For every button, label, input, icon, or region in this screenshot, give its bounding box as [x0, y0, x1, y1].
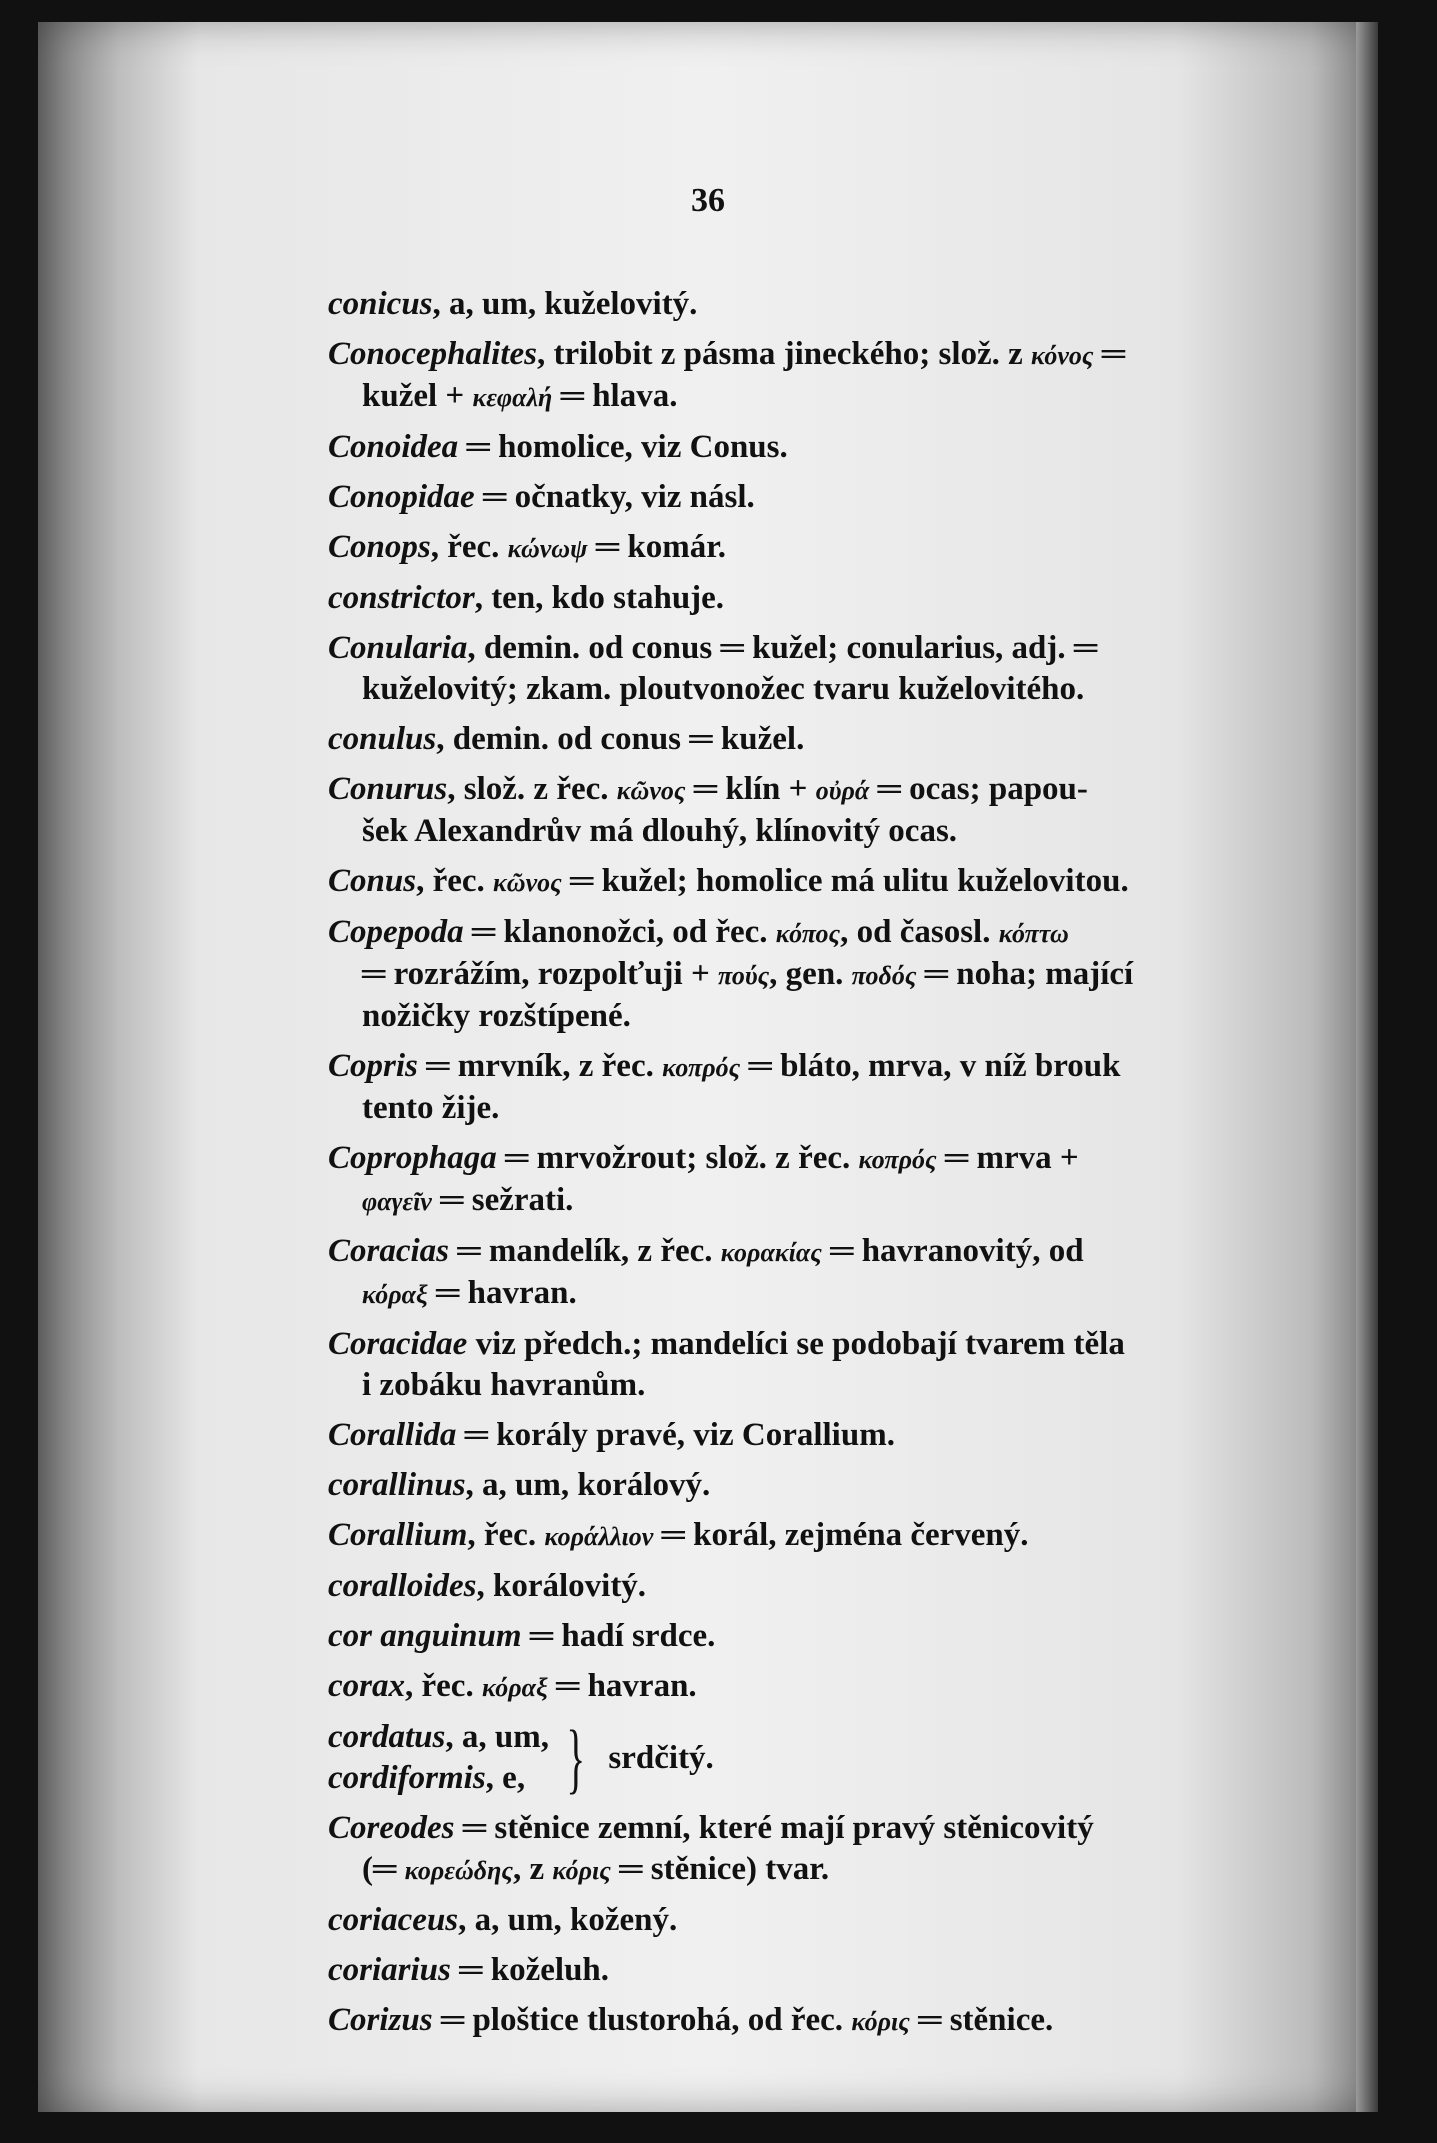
entry-term: coriarius — [328, 1952, 451, 1988]
entry: Conopidae ═ očnatky, viz násl. — [328, 479, 755, 515]
entry: coriaceus, a, um, kožený. — [328, 1902, 678, 1938]
entry-term: Conoidea — [328, 429, 459, 465]
entry-term: Conus — [328, 863, 417, 899]
entry: cor anguinum ═ hadí srdce. — [328, 1618, 716, 1654]
entry: conulus, demin. od conus ═ kužel. — [328, 721, 805, 757]
entry: Copepoda ═ klanonožci, od řec. κόπος, od časosl. κόπτω ═ rozrážím, rozpolťuji + πούς, gen. ποδός ═ noha; mající nožičky rozštípené. — [328, 914, 1134, 1034]
entry-term: coralloides — [328, 1568, 477, 1604]
entry: coralloides, korálovitý. — [328, 1568, 647, 1604]
entry: Coracias ═ mandelík, z řec. κορακίας ═ havranovitý, od κόραξ ═ havran. — [328, 1233, 1084, 1311]
entry: Conus, řec. κῶνος ═ kužel; homolice má ulitu kuželovitou. — [328, 863, 1129, 899]
entry-term: Conocephalites — [328, 336, 538, 372]
entry: coriarius ═ koželuh. — [328, 1952, 610, 1988]
book-page — [38, 22, 1378, 2112]
entry-term: Conurus — [328, 771, 448, 807]
entry-term: conulus — [328, 721, 437, 757]
page-edge — [1356, 22, 1378, 2112]
entry: Coprophaga ═ mrvožrout; slož. z řec. κοπρός ═ mrva + φαγεῖν ═ sežrati. — [328, 1140, 1079, 1218]
entry: Conoidea ═ homolice, viz Conus. — [328, 429, 788, 465]
entry: corax, řec. κόραξ ═ havran. — [328, 1668, 697, 1704]
entry-term: Coprophaga — [328, 1140, 497, 1176]
entry: Corizus ═ ploštice tlustorohá, od řec. κόρις ═ stěnice. — [328, 2002, 1054, 2038]
dictionary-entries — [328, 284, 1338, 2051]
entry: Coreodes ═ stěnice zemní, které mají pravý stěnicovitý (═ κορεώδης, z κόρις ═ stěnice) tvar. — [328, 1810, 1094, 1887]
brace-entry: cordatus, a, um, cordiformis, e, } srdčitý. — [328, 1714, 714, 1801]
entry-term: Coracidae — [328, 1326, 468, 1362]
entry: Corallium, řec. κοράλλιον ═ korál, zejména červený. — [328, 1517, 1029, 1553]
entry-term: constrictor — [328, 580, 475, 616]
entry-term: Corizus — [328, 2002, 433, 2038]
entry-term: Coracias — [328, 1233, 450, 1269]
entry-term: corax — [328, 1668, 405, 1704]
entry-term: Corallida — [328, 1417, 457, 1453]
entry: Corallida ═ korály pravé, viz Corallium. — [328, 1417, 895, 1453]
entry: conicus, a, um, kuželovitý. — [328, 286, 698, 322]
entry-term: cordiformis — [328, 1760, 486, 1796]
entry-term: coriaceus — [328, 1902, 459, 1938]
curly-brace: } — [566, 1714, 586, 1801]
entry: Conurus, slož. z řec. κῶνος ═ klín + οὐρά ═ ocas; papou- šek Alexandrův má dlouhý, klínovitý ocas. — [328, 771, 1088, 849]
entry-term: Corallium — [328, 1517, 468, 1553]
entry-term: Conops — [328, 529, 431, 565]
entry-term: Coreodes — [328, 1810, 455, 1846]
entry: corallinus, a, um, korálový. — [328, 1467, 711, 1503]
entry: Conularia, demin. od conus ═ kužel; conularius, adj. ═ kuželovitý; zkam. ploutvonožec tvaru kuželovitého. — [328, 630, 1098, 707]
page-number: 36 — [691, 182, 725, 219]
entry: constrictor, ten, kdo stahuje. — [328, 580, 725, 616]
entry-term: cordatus — [328, 1719, 446, 1755]
entry-term: Conularia — [328, 630, 468, 666]
entry: Coracidae viz předch.; mandelíci se podobají tvarem těla i zobáku havranům. — [328, 1326, 1125, 1403]
entry-term: Copepoda — [328, 914, 464, 950]
entry: Conops, řec. κώνωψ ═ komár. — [328, 529, 727, 565]
entry: Copris ═ mrvník, z řec. κοπρός ═ bláto, mrva, v níž brouk tento žije. — [328, 1048, 1121, 1126]
shared-definition: srdčitý. — [608, 1739, 714, 1776]
entry-term: cor anguinum — [328, 1618, 522, 1654]
entry-term: corallinus — [328, 1467, 466, 1503]
entry-term: conicus — [328, 286, 433, 322]
entry-term: Conopidae — [328, 479, 475, 515]
entry-term: Copris — [328, 1048, 418, 1084]
entry: Conocephalites, trilobit z pásma jineckého; slož. z κόνος ═ kužel + κεφαλή ═ hlava. — [328, 336, 1126, 414]
